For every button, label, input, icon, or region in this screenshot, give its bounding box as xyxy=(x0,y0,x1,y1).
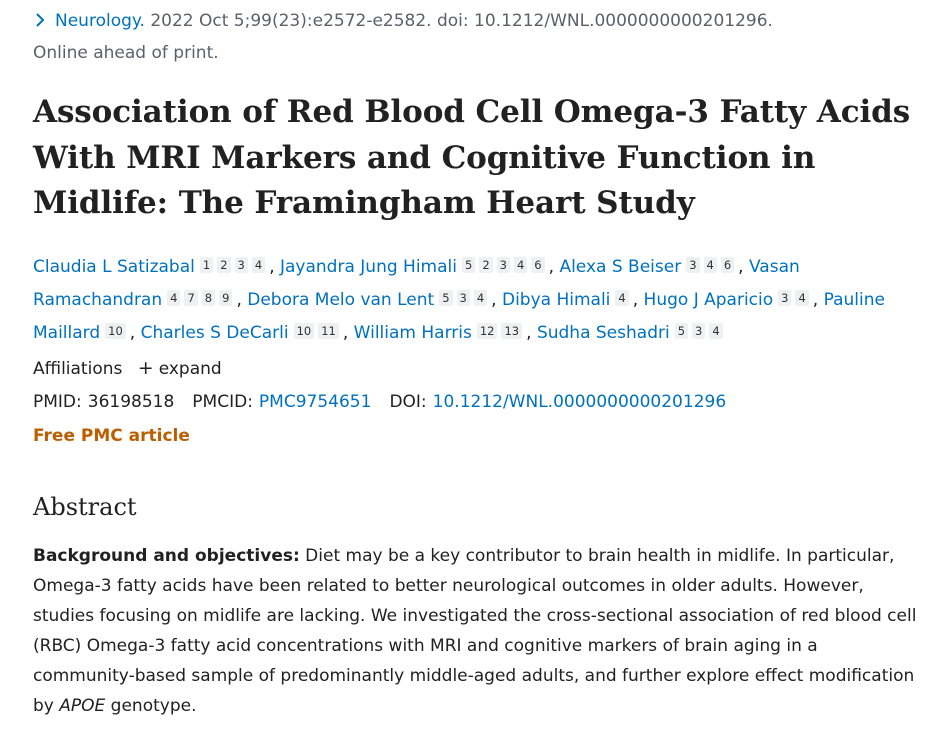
affiliation-number-button[interactable]: 3 xyxy=(692,323,705,339)
affiliation-number-button[interactable]: 3 xyxy=(235,257,248,273)
gene-name: APOE xyxy=(59,696,106,716)
author-affiliation-numbers xyxy=(294,315,343,345)
author-link[interactable]: Alexa S Beiser xyxy=(559,257,682,277)
identifiers-row xyxy=(33,390,744,414)
abstract-text-after: genotype. xyxy=(105,696,197,716)
author-entry xyxy=(537,323,727,343)
abstract-paragraph xyxy=(33,541,923,721)
author-separator: , xyxy=(129,323,141,343)
author-affiliation-numbers xyxy=(778,282,813,312)
author-separator: , xyxy=(269,257,280,277)
author-affiliation-numbers xyxy=(105,315,130,345)
author-link[interactable]: William Harris xyxy=(353,323,472,343)
affiliation-number-button[interactable]: 5 xyxy=(462,257,475,273)
affiliation-number-button[interactable]: 4 xyxy=(795,290,808,306)
abstract-section-label: Background and objectives: xyxy=(33,546,300,566)
author-affiliation-numbers xyxy=(439,282,491,312)
authors-list xyxy=(33,249,933,348)
author-affiliation-numbers xyxy=(615,282,632,312)
affiliation-number-button[interactable]: 1 xyxy=(200,257,213,273)
affiliation-number-button[interactable]: 4 xyxy=(709,323,722,339)
affiliation-number-button[interactable]: 10 xyxy=(105,323,126,339)
pmcid-label: PMCID: xyxy=(192,392,253,412)
pmcid-link[interactable]: PMC9754651 xyxy=(258,392,372,412)
author-separator: , xyxy=(632,290,644,310)
affiliations-row xyxy=(33,356,222,381)
author-entry xyxy=(502,290,644,310)
affiliation-number-button[interactable]: 9 xyxy=(219,290,232,306)
author-entry xyxy=(354,323,537,343)
affiliation-number-button[interactable]: 2 xyxy=(217,257,230,273)
author-link[interactable]: Vasan Ramachandran xyxy=(33,257,800,310)
affiliation-number-button[interactable]: 4 xyxy=(252,257,265,273)
doi-link[interactable]: 10.1212/WNL.0000000000201296 xyxy=(432,392,727,412)
author-affiliation-numbers xyxy=(200,249,269,279)
author-separator: , xyxy=(342,323,354,343)
author-separator: , xyxy=(738,257,749,277)
author-link[interactable]: Hugo J Aparicio xyxy=(643,290,774,310)
affiliation-number-button[interactable]: 4 xyxy=(474,290,487,306)
author-affiliation-numbers xyxy=(686,249,738,279)
citation-line xyxy=(33,9,773,33)
author-entry xyxy=(141,323,354,343)
citation-details: 2022 Oct 5;99(23):e2572-e2582. doi: 10.1212/WNL.0000000000201296. xyxy=(144,11,773,31)
affiliation-number-button[interactable]: 3 xyxy=(686,257,699,273)
affiliation-number-button[interactable]: 3 xyxy=(497,257,510,273)
affiliation-number-button[interactable]: 4 xyxy=(704,257,717,273)
author-separator: , xyxy=(812,290,824,310)
plus-icon: + xyxy=(137,357,154,379)
article-title: Association of Red Blood Cell Omega-3 Fatty Acids With MRI Markers and Cognitive Function in Midlife: The Framingham Heart Study xyxy=(33,94,911,221)
author-entry xyxy=(280,257,559,277)
expand-label: expand xyxy=(158,359,222,379)
author-affiliation-numbers xyxy=(167,282,236,312)
author-affiliation-numbers xyxy=(477,315,526,345)
affiliations-expand-button[interactable] xyxy=(138,359,222,379)
affiliation-number-button[interactable]: 12 xyxy=(477,323,498,339)
affiliation-number-button[interactable]: 3 xyxy=(457,290,470,306)
free-pmc-article-link[interactable]: Free PMC article xyxy=(33,426,190,446)
affiliation-number-button[interactable]: 2 xyxy=(479,257,492,273)
author-affiliation-numbers xyxy=(675,315,727,345)
journal-link[interactable]: Neurology. xyxy=(55,11,145,31)
affiliation-number-button[interactable]: 7 xyxy=(184,290,197,306)
author-entry xyxy=(247,290,502,310)
author-separator: , xyxy=(236,290,248,310)
author-affiliation-numbers xyxy=(462,249,549,279)
pmid-label: PMID: xyxy=(33,392,82,412)
author-link[interactable]: Dibya Himali xyxy=(501,290,611,310)
author-link[interactable]: Charles S DeCarli xyxy=(140,323,289,343)
affiliation-number-button[interactable]: 5 xyxy=(439,290,452,306)
affiliation-number-button[interactable]: 13 xyxy=(501,323,522,339)
abstract-text-before: Diet may be a key contributor to brain health in midlife. In particular, Omega-3 fatty acids have been related to better neurological outcomes in older adults. However, studies focusing on midlife are lacking. We investigated the cross-sectional association of red blood cell (RBC) Omega-3 fatty acid concentrations with MRI and cognitive markers of brain aging in a community-based sample of predominantly middle-aged adults, and further explore effect modification by xyxy=(33,546,917,716)
author-link[interactable]: Debora Melo van Lent xyxy=(247,290,435,310)
affiliation-number-button[interactable]: 4 xyxy=(167,290,180,306)
chevron-right-icon xyxy=(33,13,47,27)
author-separator: , xyxy=(548,257,560,277)
pmid-value: 36198518 xyxy=(87,392,175,412)
affiliation-number-button[interactable]: 8 xyxy=(202,290,215,306)
author-link[interactable]: Claudia L Satizabal xyxy=(33,257,195,277)
affiliations-label: Affiliations xyxy=(33,359,123,379)
doi-label: DOI: xyxy=(389,392,427,412)
author-link[interactable]: Pauline Maillard xyxy=(33,290,885,343)
author-entry xyxy=(559,257,749,277)
affiliation-number-button[interactable]: 4 xyxy=(615,290,628,306)
abstract-heading: Abstract xyxy=(33,493,137,521)
publication-status: Online ahead of print. xyxy=(33,43,219,63)
affiliation-number-button[interactable]: 6 xyxy=(721,257,734,273)
author-separator: , xyxy=(526,323,537,343)
author-link[interactable]: Jayandra Jung Himali xyxy=(280,257,457,277)
affiliation-number-button[interactable]: 4 xyxy=(514,257,527,273)
author-entry xyxy=(33,257,280,277)
affiliation-number-button[interactable]: 3 xyxy=(778,290,791,306)
affiliation-number-button[interactable]: 6 xyxy=(531,257,544,273)
author-entry xyxy=(644,290,824,310)
author-separator: , xyxy=(491,290,502,310)
affiliation-number-button[interactable]: 11 xyxy=(318,323,339,339)
affiliation-number-button[interactable]: 10 xyxy=(294,323,315,339)
affiliation-number-button[interactable]: 5 xyxy=(675,323,688,339)
author-link[interactable]: Sudha Seshadri xyxy=(536,323,670,343)
